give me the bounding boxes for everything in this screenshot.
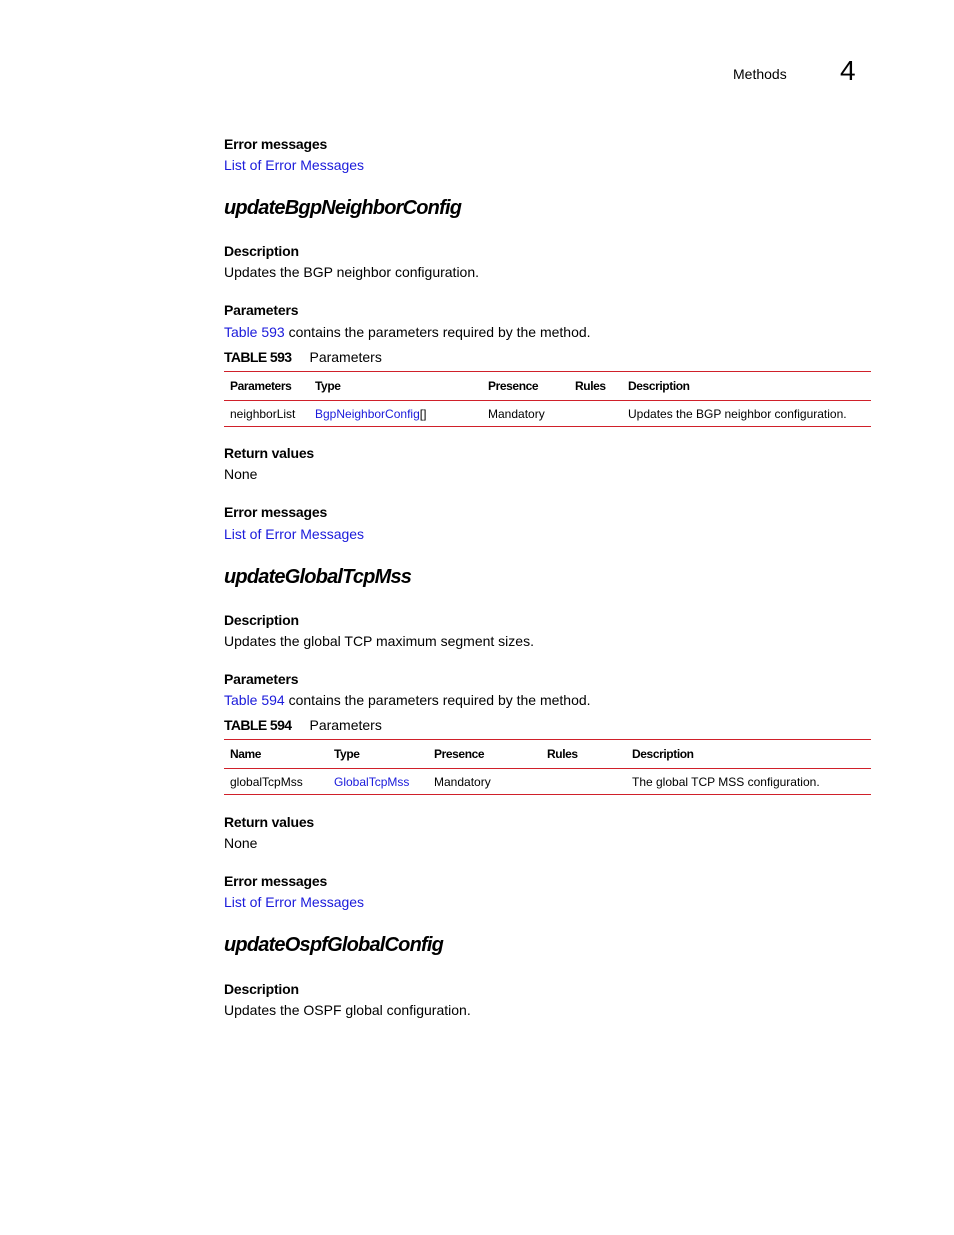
method-title: updateOspfGlobalConfig (224, 934, 444, 956)
param-description: Updates the BGP neighbor configuration. (628, 406, 847, 421)
param-type-link[interactable]: GlobalTcpMss (334, 774, 410, 789)
param-presence: Mandatory (488, 406, 545, 421)
table-caption (224, 349, 382, 365)
return-values-heading: Return values (224, 445, 314, 461)
return-values-text: None (224, 835, 258, 851)
parameters-sentence: contains the parameters required by the method. (284, 324, 591, 340)
parameters-table (224, 739, 871, 795)
param-type (309, 401, 482, 427)
param-name: globalTcpMss (230, 774, 303, 789)
column-header: Rules (575, 379, 606, 393)
column-header: Presence (488, 379, 539, 393)
param-description: The global TCP MSS configuration. (632, 774, 820, 789)
description-heading: Description (224, 981, 299, 997)
description-heading: Description (224, 243, 299, 259)
column-header: Rules (547, 747, 578, 761)
error-messages-heading: Error messages (224, 136, 328, 152)
table-label: TABLE 593 (224, 349, 292, 365)
error-messages-link[interactable]: List of Error Messages (224, 894, 365, 910)
table-header-row (224, 372, 871, 401)
parameters-heading: Parameters (224, 671, 299, 687)
table-593-link[interactable]: Table 593 (224, 324, 285, 340)
return-values-text: None (224, 466, 258, 482)
table-row (224, 401, 871, 427)
table-594-link[interactable]: Table 594 (224, 692, 285, 708)
error-messages-link[interactable]: List of Error Messages (224, 157, 365, 173)
description-text: Updates the OSPF global configuration. (224, 1002, 471, 1018)
table-row (224, 769, 871, 795)
description-heading: Description (224, 612, 299, 628)
param-type-link[interactable]: BgpNeighborConfig (315, 406, 420, 421)
description-text: Updates the BGP neighbor configuration. (224, 264, 480, 280)
table-caption-text: Parameters (309, 717, 382, 733)
column-header: Presence (434, 747, 485, 761)
parameters-table (224, 371, 871, 427)
column-header: Description (628, 379, 690, 393)
description-text: Updates the global TCP maximum segment sizes. (224, 633, 534, 649)
parameters-text (224, 692, 591, 708)
column-header: Parameters (230, 379, 292, 393)
table-caption-text: Parameters (309, 349, 382, 365)
column-header: Name (230, 747, 262, 761)
error-messages-heading: Error messages (224, 873, 328, 889)
error-messages-link[interactable]: List of Error Messages (224, 526, 365, 542)
param-presence: Mandatory (434, 774, 491, 789)
table-header-row (224, 740, 871, 769)
parameters-heading: Parameters (224, 302, 299, 318)
method-title: updateGlobalTcpMss (224, 566, 412, 588)
table-caption (224, 717, 382, 733)
running-header-section: Methods (733, 66, 787, 82)
return-values-heading: Return values (224, 814, 314, 830)
method-title: updateBgpNeighborConfig (224, 197, 462, 219)
error-messages-heading: Error messages (224, 504, 328, 520)
column-header: Type (334, 747, 360, 761)
column-header: Type (315, 379, 341, 393)
param-type (328, 769, 428, 795)
table-label: TABLE 594 (224, 717, 292, 733)
param-rules (569, 401, 622, 427)
param-rules (541, 769, 626, 795)
parameters-text (224, 324, 591, 340)
param-type-suffix: [] (419, 406, 427, 421)
chapter-number: 4 (840, 55, 856, 86)
column-header: Description (632, 747, 694, 761)
param-name: neighborList (230, 406, 296, 421)
parameters-sentence: contains the parameters required by the method. (284, 692, 591, 708)
